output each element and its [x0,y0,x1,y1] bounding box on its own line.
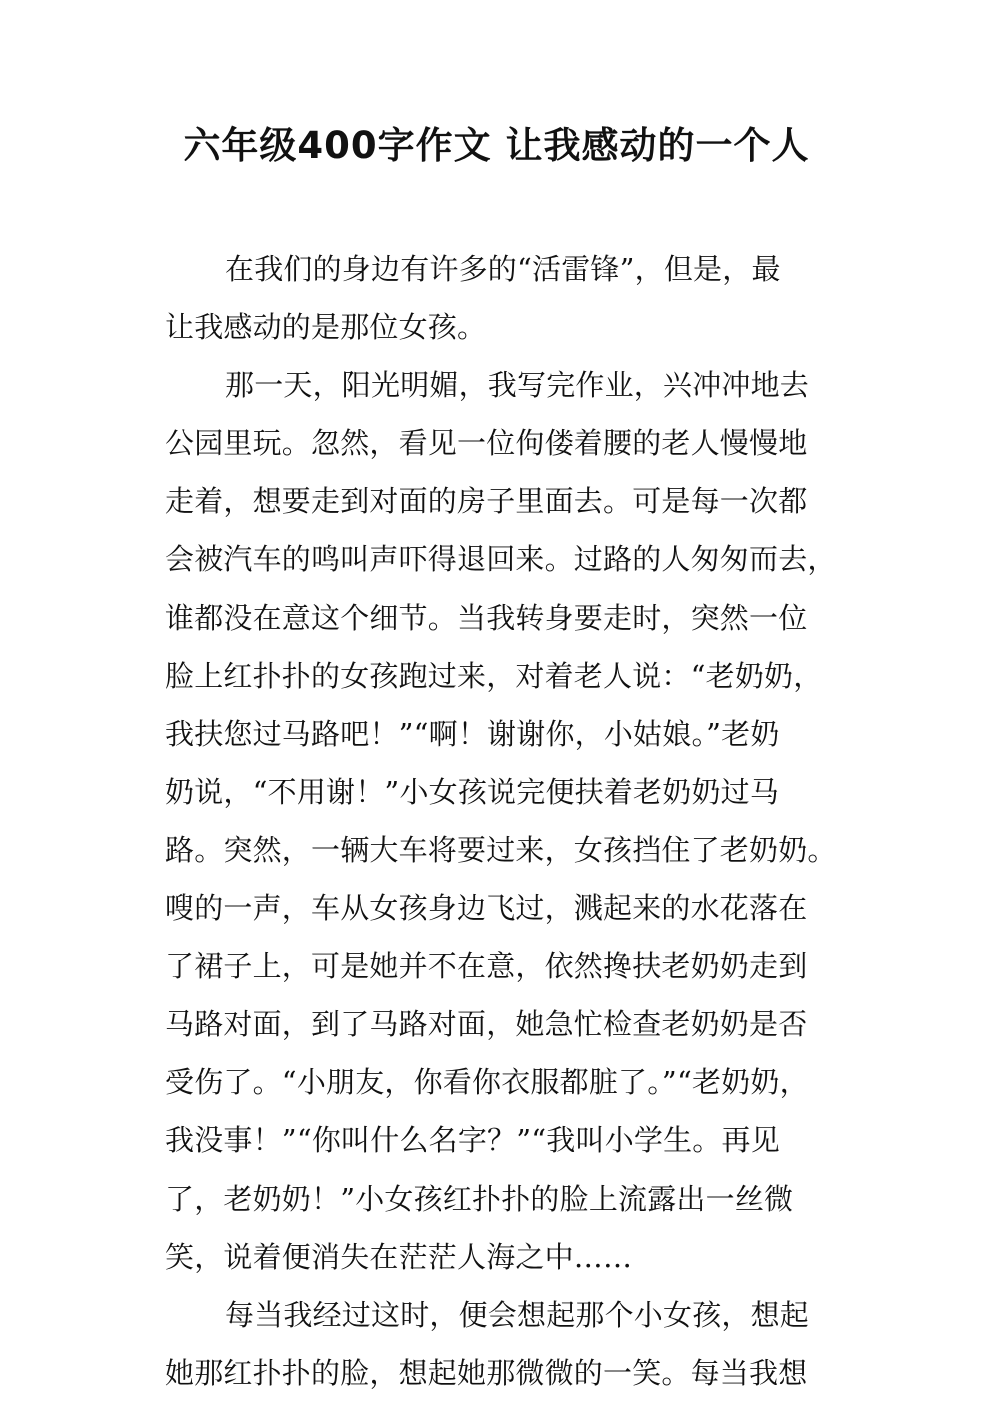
paragraph-2-line-10: 嗖的一声，车从女孩身边飞过，溅起来的水花落在 [165,891,808,926]
paragraph-2-line-3: 走着，想要走到对面的房子里面去。可是每一次都 [165,484,808,519]
paragraph-3-line-1: 每当我经过这时，便会想起那个小女孩，想起 [225,1297,810,1332]
paragraph-2-line-9: 路。突然，一辆大车将要过来，女孩挡住了老奶奶。 [165,832,837,867]
paragraph-2-line-15: 了，老奶奶！”小女孩红扑扑的脸上流露出一丝微 [165,1181,794,1216]
paragraph-2-line-8: 奶说，“不用谢！”小女孩说完便扶着老奶奶过马 [165,774,780,809]
essay-body [165,240,845,1402]
paragraph-1-line-2: 让我感动的是那位女孩。 [165,310,487,345]
paragraph-2-line-12: 马路对面，到了马路对面，她急忙检查老奶奶是否 [165,1007,808,1042]
paragraph-2-line-1: 那一天，阳光明媚，我写完作业，兴冲冲地去 [225,368,810,403]
paragraph-2-line-4: 会被汽车的鸣叫声吓得退回来。过路的人匆匆而去， [165,542,837,577]
paragraph-1-line-1: 在我们的身边有许多的“活雷锋”，但是，最 [225,252,781,286]
paragraph-2-line-16: 笑，说着便消失在茫茫人海之中…… [165,1239,633,1274]
paragraph-2-line-6: 脸上红扑扑的女孩跑过来，对着老人说：“老奶奶， [165,658,823,693]
paragraph-3-line-2: 她那红扑扑的脸，想起她那微微的一笑。每当我想 [165,1355,808,1390]
paragraph-2-line-14: 我没事！”“你叫什么名字？”“我叫小学生。再见 [165,1123,780,1158]
paragraph-2-line-2: 公园里玩。忽然，看见一位佝偻着腰的老人慢慢地 [165,426,808,461]
paragraph-2-line-11: 了裙子上，可是她并不在意，依然搀扶老奶奶走到 [165,949,808,984]
paragraph-2-line-13: 受伤了。“小朋友，你看你衣服都脏了。”“老奶奶， [165,1065,809,1100]
paragraph-2-line-5: 谁都没在意这个细节。当我转身要走时，突然一位 [165,600,808,635]
paragraph-2-line-7: 我扶您过马路吧！”“啊！谢谢你，小姑娘。”老奶 [165,716,780,751]
document-title: 六年级400字作文 让我感动的一个人 [183,124,810,167]
